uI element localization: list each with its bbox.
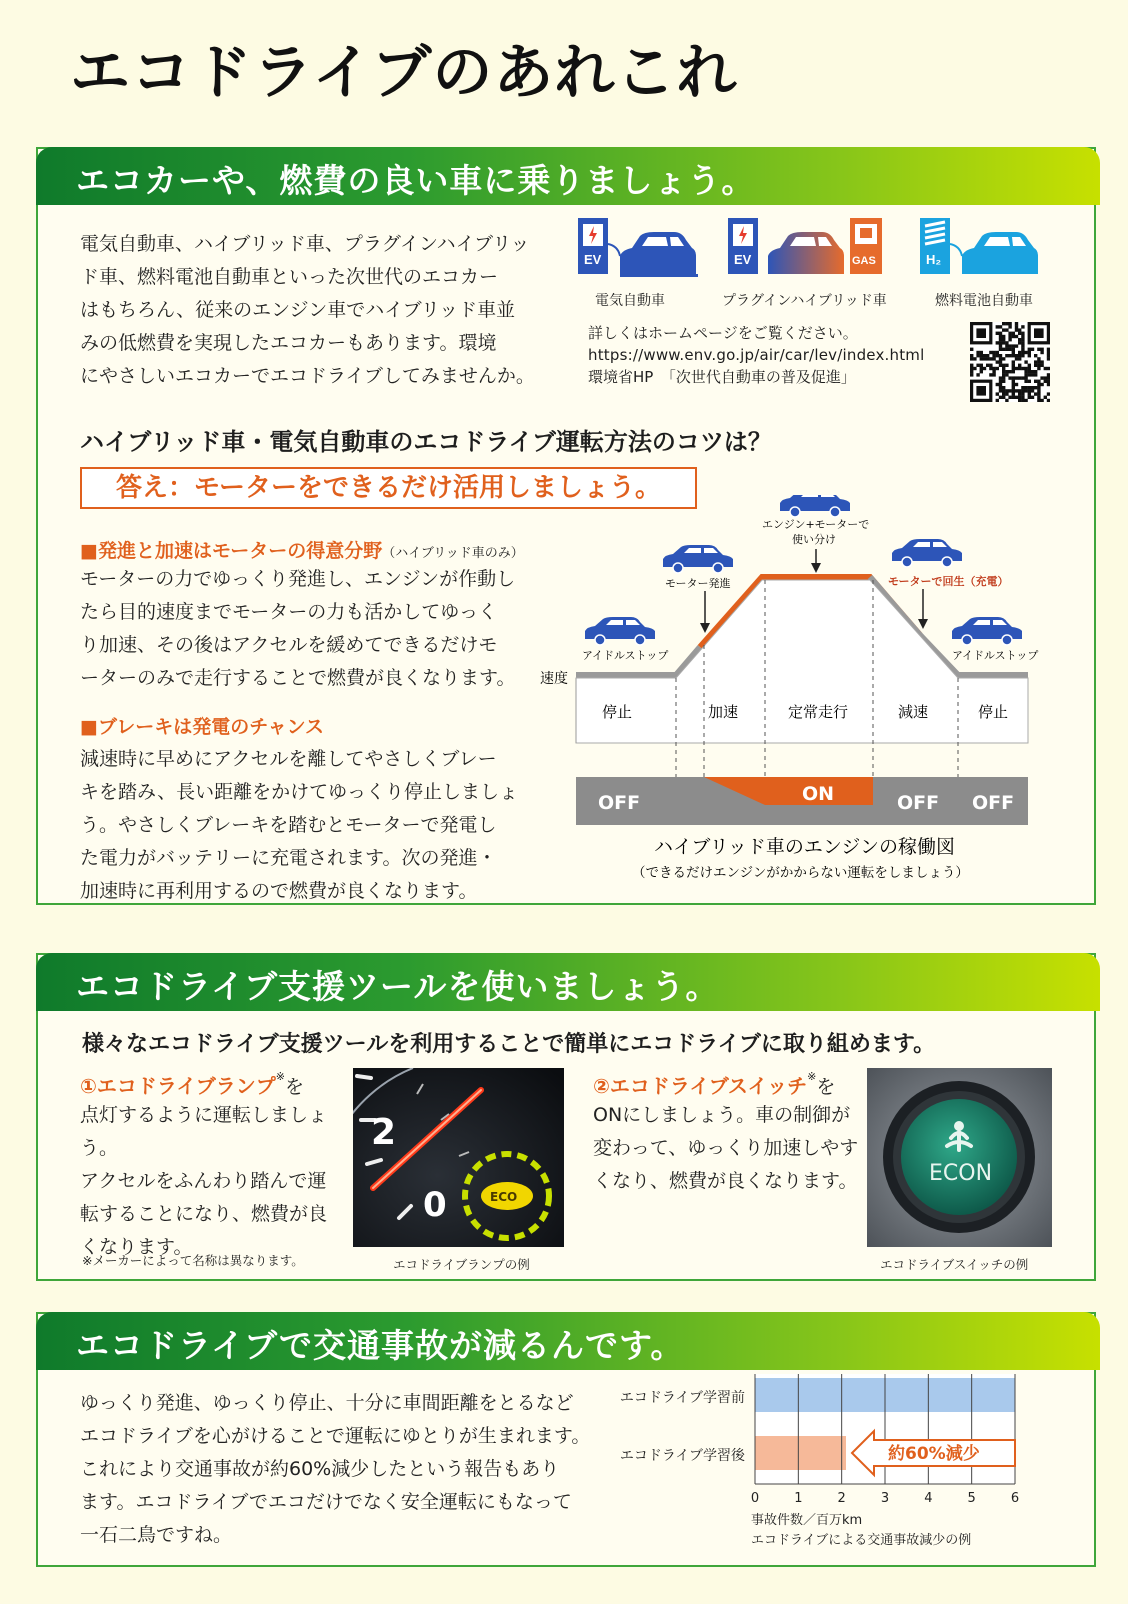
section-heading: エコドライブ支援ツールを使いましょう。 <box>76 967 720 1006</box>
tip1-line: モーターの力でゆっくり発進し、エンジンが作動し <box>80 568 516 590</box>
car-icon <box>780 495 850 517</box>
annot-idle-left: アイドルストップ <box>582 649 669 662</box>
intro-line: 電気自動車、ハイブリッド車、プラグインハイブリッ <box>80 233 530 255</box>
tool1 <box>80 1070 350 1264</box>
tool1-line: アクセルをふんわり踏んで運 <box>80 1170 327 1192</box>
section-heading: エコドライブで交通事故が減るんです。 <box>76 1326 685 1365</box>
section-banner <box>36 953 1100 1011</box>
tool1-line: 点灯するように運転しましょう。 <box>80 1104 328 1159</box>
safety-line: これにより交通事故が約60%減少したという報告もあり <box>80 1458 560 1480</box>
safety-line: エコドライブを心がけることで運転にゆとりが生まれます。 <box>80 1425 591 1447</box>
chart-tick-label: 2 <box>837 1491 846 1506</box>
tip1-line: ーターのみで走行することで燃費が良くなります。 <box>80 667 516 689</box>
car-label-fcv: 燃料電池自動車 <box>935 293 1033 309</box>
car-label-phev: プラグインハイブリッド車 <box>722 293 887 309</box>
tip2-line: 減速時に早めにアクセルを離してやさしくブレー <box>80 748 497 770</box>
reduction-label: 約60%減少 <box>888 1444 980 1464</box>
tool1-line: 転することになり、燃費が良 <box>80 1203 328 1225</box>
intro-line: はもちろん、従来のエンジン車でハイブリッド車並 <box>80 299 516 321</box>
tip2-line: 加速時に再利用するので燃費が良くなります。 <box>80 880 478 902</box>
tool1-note: ※メーカーによって名称は異なります。 <box>82 1253 304 1268</box>
page-title: エコドライブのあれこれ <box>70 38 738 108</box>
qr-code-icon[interactable] <box>970 322 1050 402</box>
homepage-url[interactable]: https://www.env.go.jp/air/car/lev/index.html <box>588 346 925 364</box>
eco-switch-image <box>867 1068 1052 1247</box>
phev-car-icon <box>728 216 888 278</box>
homepage-line: 環境省HP 「次世代自動車の普及促進」 <box>588 368 856 386</box>
question-heading: ハイブリッド車・電気自動車のエコドライブ運転方法のコツは？ <box>80 428 772 456</box>
tool2-title: ②エコドライブスイッチ <box>593 1074 808 1098</box>
tip2-title: ■ブレーキは発電のチャンス <box>80 716 325 738</box>
homepage-info <box>588 322 924 388</box>
intro-line: ド車、燃料電池自動車といった次世代のエコカー <box>80 266 499 288</box>
intro-line: にやさしいエコカーでエコドライブしてみませんか。 <box>80 365 535 387</box>
tip1-note: （ハイブリッド車のみ） <box>382 546 524 561</box>
gauge-tick: 0 <box>423 1185 447 1225</box>
phase-label: 定常走行 <box>788 703 849 721</box>
tip2-line: う。やさしくブレーキを踏むとモーターで発電し <box>80 814 497 836</box>
accident-chart <box>620 1374 1070 1566</box>
ylabel-speed: 速度 <box>540 671 568 687</box>
answer-box: 答え：モーターをできるだけ活用しましょう。 <box>80 467 697 509</box>
tool2-line: 変わって、ゆっくり加速しやす <box>593 1137 859 1159</box>
section-banner <box>36 1312 1100 1370</box>
tool2-caption: エコドライブスイッチの例 <box>880 1257 1029 1272</box>
tool1-line: くなります。 <box>80 1236 193 1258</box>
car-label-ev: 電気自動車 <box>595 293 665 309</box>
car-icon <box>952 617 1022 645</box>
chart-caption: エコドライブによる交通事故減少の例 <box>751 1533 972 1548</box>
tip1-title: ■発進と加速はモーターの得意分野 <box>80 540 383 562</box>
engine-state: OFF <box>897 792 940 814</box>
chart-category-label: エコドライブ学習後 <box>620 1448 745 1464</box>
tip2 <box>80 712 540 908</box>
homepage-line: 詳しくはホームページをご覧ください。 <box>588 324 858 342</box>
tool1-title: ①エコドライブランプ <box>80 1074 276 1098</box>
chart-xlabel: 事故件数／百万km <box>751 1513 863 1528</box>
intro-line: みの低燃費を実現したエコカーもあります。環境 <box>80 332 497 354</box>
ev-badge: EV <box>584 252 602 267</box>
phase-label: 加速 <box>708 703 739 721</box>
phase-label: 減速 <box>898 703 929 721</box>
fcv-badge: H₂ <box>926 252 942 267</box>
phev-ev-badge: EV <box>734 252 752 267</box>
car-icon <box>585 617 655 645</box>
tip2-line: キを踏み、長い距離をかけてゆっくり停止しましょ <box>80 781 518 803</box>
chart-category-label: エコドライブ学習前 <box>620 1390 745 1406</box>
annot-regen: モーターで回生（充電） <box>888 575 1009 588</box>
safety-text <box>80 1387 600 1552</box>
annot-motor-start: モーター発進 <box>665 577 731 590</box>
eco-lamp-image <box>353 1068 564 1247</box>
chart-tick-label: 3 <box>880 1491 890 1506</box>
phev-gas-badge: GAS <box>852 255 876 267</box>
diagram-caption-sub: （できるだけエンジンがかからない運転をしましょう） <box>632 865 969 881</box>
safety-line: ます。エコドライブでエコだけでなく安全運転にもなって <box>80 1491 572 1513</box>
eco-lamp-label: ECO <box>490 1190 518 1204</box>
car-icon <box>892 539 962 567</box>
diagram-caption: ハイブリッド車のエンジンの稼働図 <box>654 836 955 858</box>
gauge-tick: 2 <box>371 1112 397 1153</box>
tip1-line: り加速、その後はアクセルを緩めてできるだけモ <box>80 634 498 656</box>
chart-tick-label: 1 <box>794 1491 803 1506</box>
tool1-suffix: を <box>284 1076 304 1098</box>
section-heading: エコカーや、燃費の良い車に乗りましょう。 <box>76 161 756 200</box>
safety-line: ゆっくり発進、ゆっくり停止、十分に車間距離をとるなど <box>80 1392 574 1414</box>
fcv-car-icon <box>920 216 1040 278</box>
tool2 <box>593 1070 863 1198</box>
tip2-line: た電力がバッテリーに充電されます。次の発進・ <box>80 847 497 869</box>
tool1-mark: ※ <box>275 1070 285 1083</box>
chart-tick-label: 5 <box>967 1491 976 1506</box>
engine-state: ON <box>802 783 835 805</box>
chart-bar <box>755 1436 846 1470</box>
engine-diagram <box>540 495 1060 905</box>
phase-label: 停止 <box>978 703 1009 721</box>
annot-engine-motor: エンジン+モーターで <box>762 518 870 531</box>
chart-tick-label: 0 <box>750 1491 760 1506</box>
tool2-suffix: を <box>816 1076 836 1098</box>
engine-state: OFF <box>972 792 1015 814</box>
chart-tick-label: 4 <box>924 1491 933 1506</box>
tool2-line: ONにしましょう。車の制御が <box>593 1104 851 1126</box>
tools-lead: 様々なエコドライブ支援ツールを利用することで簡単にエコドライブに取り組めます。 <box>82 1032 936 1057</box>
tool2-mark: ※ <box>807 1070 817 1083</box>
tip1 <box>80 536 540 695</box>
tool2-line: くなり、燃費が良くなります。 <box>593 1170 858 1192</box>
tool1-caption: エコドライブランプの例 <box>393 1257 530 1272</box>
engine-state: OFF <box>598 792 641 814</box>
car-icon <box>663 545 733 573</box>
phase-label: 停止 <box>602 703 633 721</box>
chart-tick-label: 6 <box>1010 1491 1020 1506</box>
safety-line: 一石二鳥ですね。 <box>80 1524 233 1546</box>
ev-car-icon <box>578 216 698 278</box>
intro-text <box>80 228 550 393</box>
section-banner <box>36 147 1100 205</box>
annot-engine-motor: 使い分け <box>792 533 836 546</box>
econ-label: ECON <box>929 1161 993 1186</box>
annot-idle-right: アイドルストップ <box>952 649 1039 662</box>
tip1-line: たら目的速度までモーターの力も活かしてゆっく <box>80 601 498 623</box>
